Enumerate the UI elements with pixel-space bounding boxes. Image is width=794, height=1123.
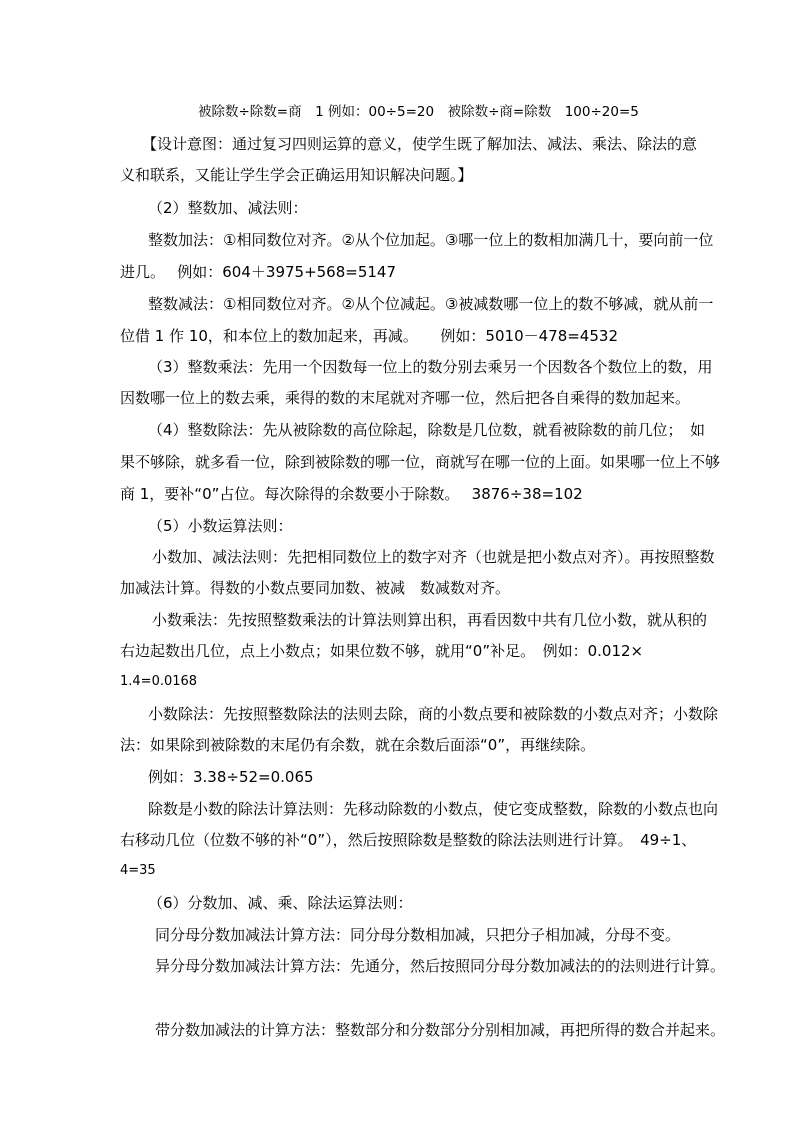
decimal-multiplication-line-1: 小数乘法：先按照整数乘法的计算法则算出积，再看因数中共有几位小数，就从积的 <box>152 611 708 629</box>
integer-addition-line-2: 进几。 例如：604＋3975+568=5147 <box>120 263 397 281</box>
design-intent-line-1: 【设计意图：通过复习四则运算的意义，使学生既了解加法、减法、乘法、除法的意 <box>142 135 698 153</box>
same-denominator-line: 同分母分数加减法计算方法：同分母分数相加减，只把分子相加减，分母不变。 <box>155 926 681 944</box>
integer-addition-line-1: 整数加法：①相同数位对齐。②从个位加起。③哪一位上的数相加满几十，要向前一位 <box>148 231 714 249</box>
integer-subtraction-line-2: 位借 1 作 10，和本位上的数加起来，再减。 例如：5010－478=4532 <box>120 327 618 345</box>
decimal-multiplication-line-2: 右边起数出几位，点上小数点；如果位数不够，就用“0”补足。 例如：0.012× <box>120 642 644 660</box>
integer-multiplication-line-1: （3）整数乘法：先用一个因数每一位上的数分别去乘另一个因数各个数位上的数，用 <box>148 358 713 376</box>
design-intent-line-2: 义和联系，又能让学生学会正确运用知识解决问题。】 <box>120 166 473 184</box>
decimal-add-sub-line-1: 小数加、减法法则：先把相同数位上的数字对齐（也就是把小数点对齐）。再按照整数 <box>152 548 715 566</box>
decimal-multiplication-line-3: 1.4=0.0168 <box>120 674 198 689</box>
decimal-divisor-line-1: 除数是小数的除法计算法则：先移动除数的小数点，使它变成整数，除数的小数点也向 <box>148 800 719 818</box>
section-2-heading: （2）整数加、减法则： <box>148 199 308 217</box>
decimal-add-sub-line-2: 加减法计算。得数的小数点要同加数、被减 数减数对齐。 <box>120 579 511 597</box>
mixed-number-line: 带分数加减法的计算方法：整数部分和分数部分分别相加减，再把所得的数合并起来。 <box>155 1021 726 1039</box>
integer-subtraction-line-1: 整数减法：①相同数位对齐。②从个位减起。③被减数哪一位上的数不够减，就从前一 <box>148 295 714 313</box>
decimal-divisor-line-3: 4=35 <box>120 863 156 878</box>
integer-division-line-3: 商 1，要补“0”占位。每次除得的余数要小于除数。 3876÷38=102 <box>120 485 583 503</box>
integer-multiplication-line-2: 因数哪一位上的数去乘，乘得的数的末尾就对齐哪一位，然后把各自乘得的数加起来。 <box>120 389 691 407</box>
division-relation-line: 被除数÷除数=商 1 例如：00÷5=20 被除数÷商=除数 100÷20=5 <box>198 104 639 120</box>
section-6-heading: （6）分数加、减、乘、除法运算法则： <box>148 894 413 912</box>
decimal-division-line-1: 小数除法：先按照整数除法的法则去除，商的小数点要和被除数的小数点对齐；小数除 <box>148 705 719 723</box>
different-denominator-line: 异分母分数加减法计算方法：先通分，然后按照同分母分数加减法的的法则进行计算。 <box>155 957 726 975</box>
decimal-division-line-2: 法：如果除到被除数的末尾仍有余数，就在余数后面添“0”，再继续除。 <box>120 736 596 754</box>
decimal-divisor-line-2: 右移动几位（位数不够的补“0”），然后按照除数是整数的除法法则进行计算。 49÷1、 <box>120 831 697 849</box>
integer-division-line-1: （4）整数除法：先从被除数的高位除起，除数是几位数，就看被除数的前几位； 如 <box>148 421 706 439</box>
integer-division-line-2: 果不够除，就多看一位，除到被除数的哪一位，商就写在哪一位的上面。如果哪一位上不够 <box>120 453 721 471</box>
decimal-division-example: 例如：3.38÷52=0.065 <box>148 768 314 786</box>
section-5-heading: （5）小数运算法则： <box>148 517 293 535</box>
